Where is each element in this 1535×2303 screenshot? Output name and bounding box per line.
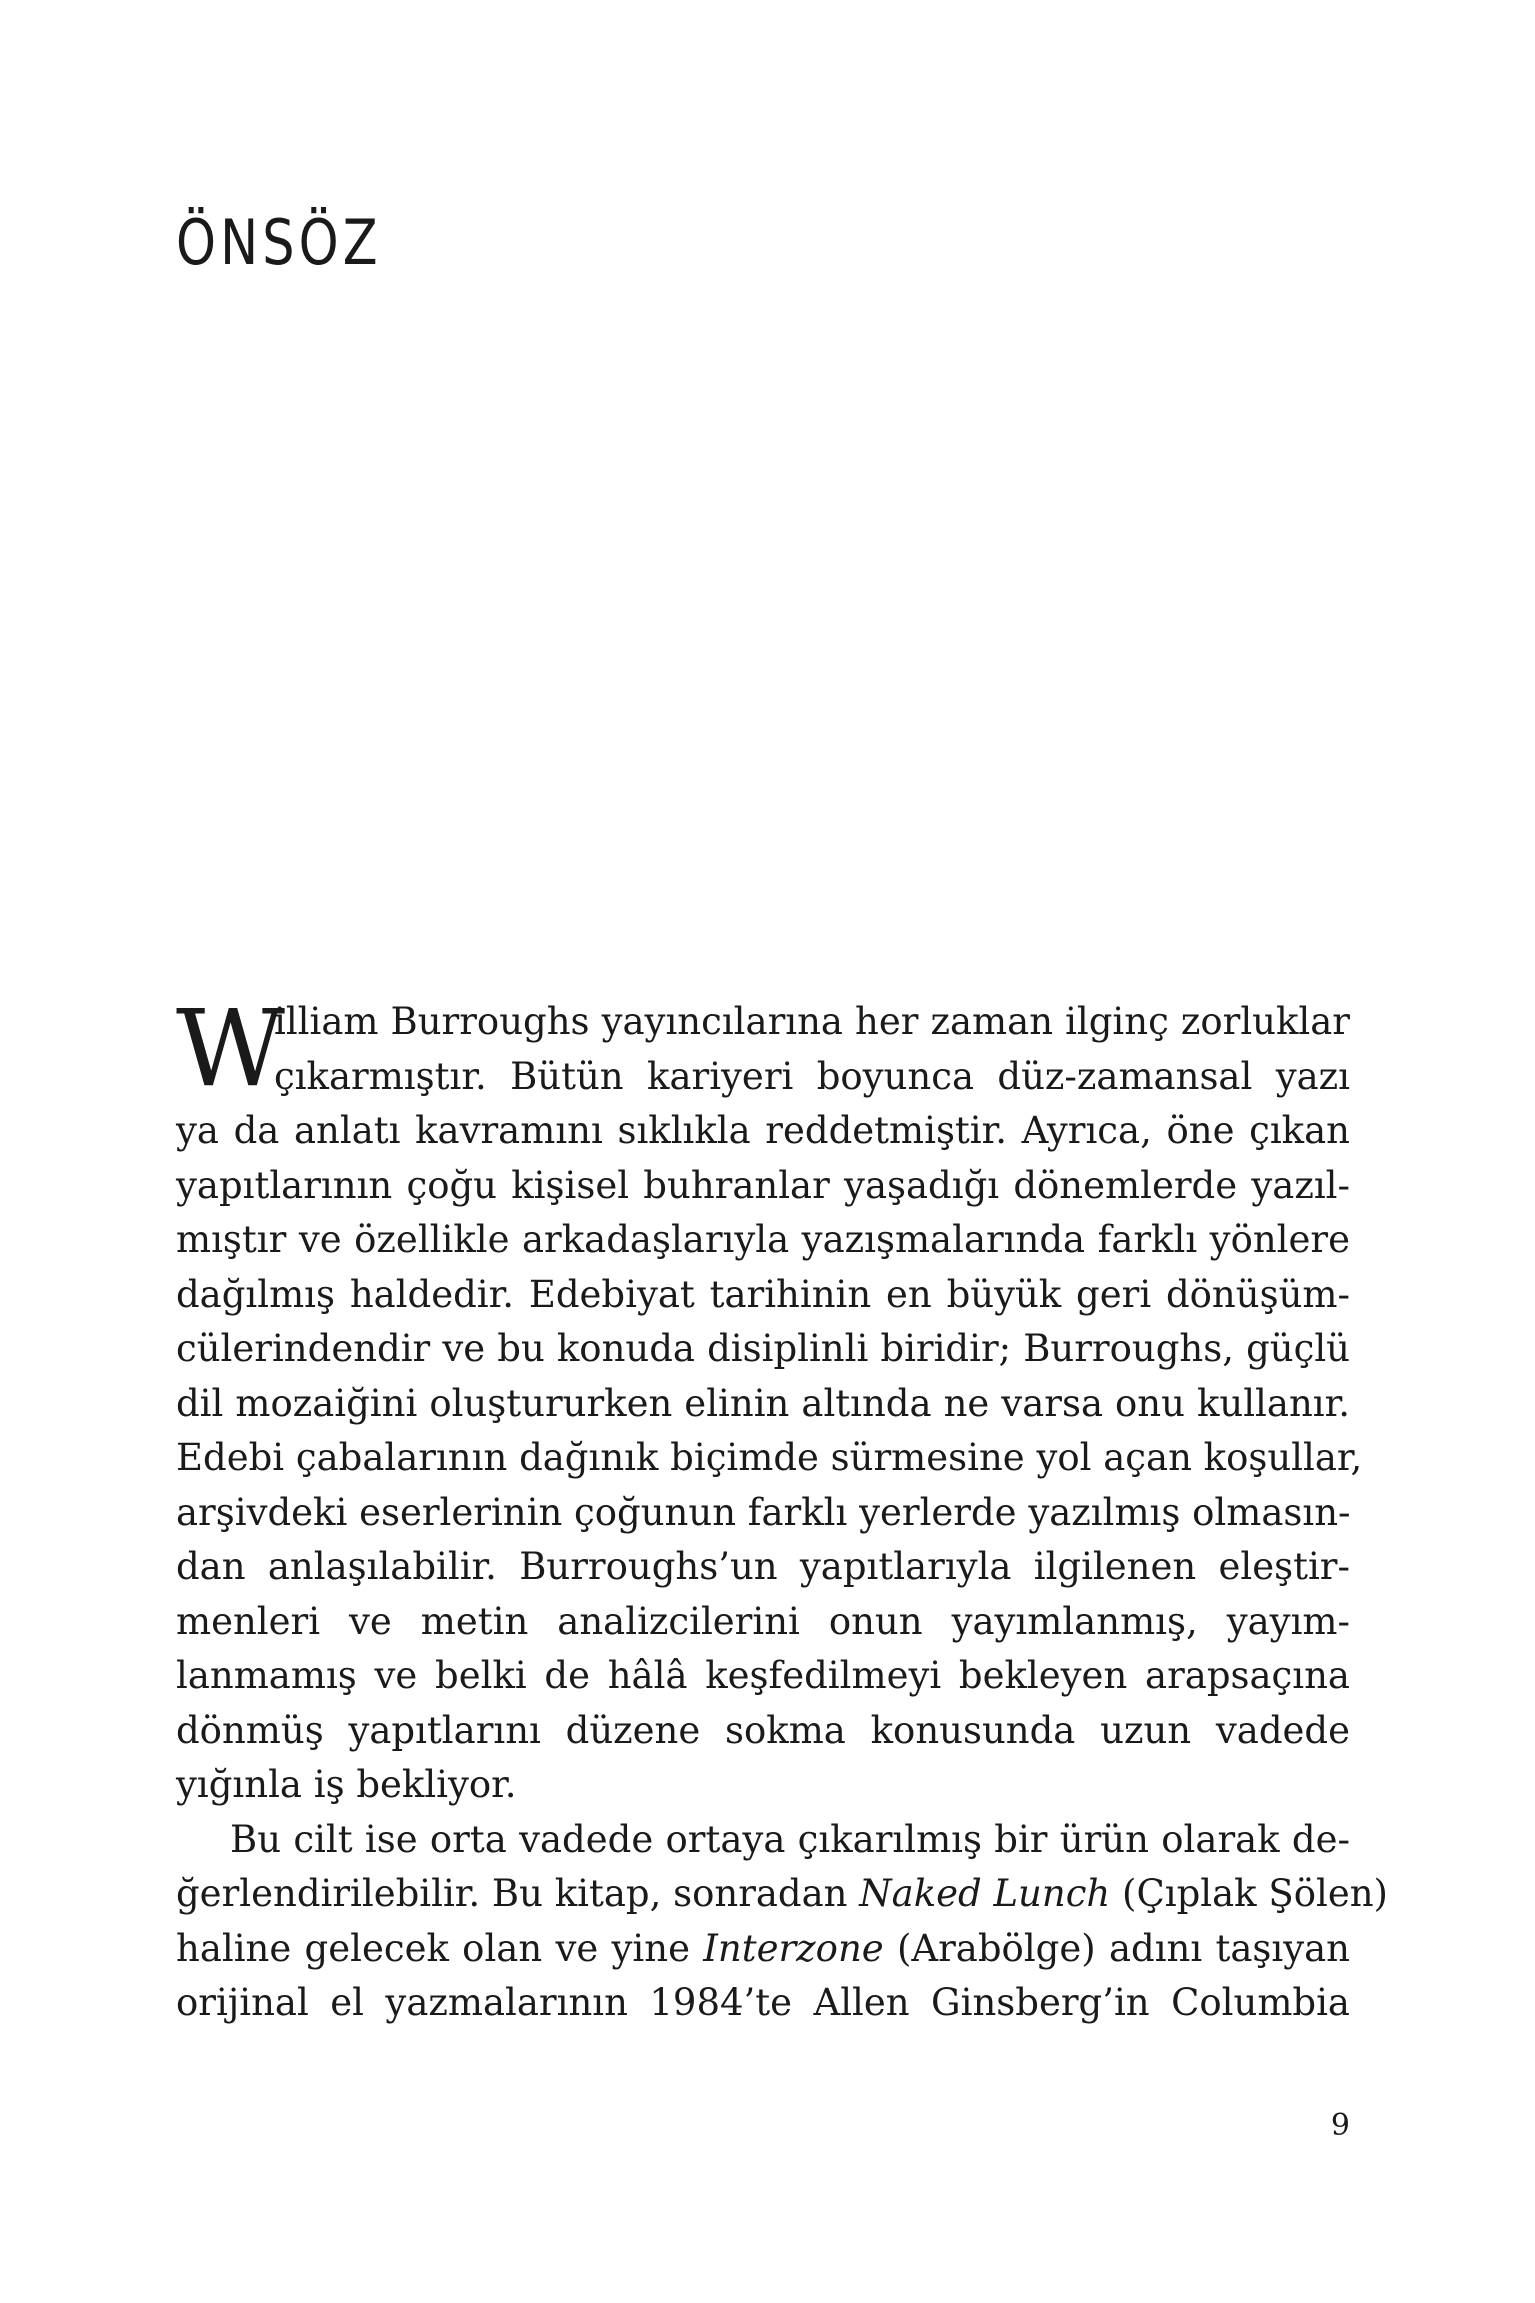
- text-segment: haline gelecek olan ve yine: [176, 1926, 704, 1970]
- text-line: dağılmış haldedir. Edebiyat tarihinin en büyük geri dönüşüm-: [176, 1272, 1350, 1316]
- text-line: Edebi çabalarının dağınık biçimde sürmesine yol açan koşullar,: [176, 1436, 1363, 1479]
- text-line: menleri ve metin analizcilerini onun yayımlanmış, yayım-: [176, 1599, 1350, 1643]
- text-line: dil mozaiğini oluştururken elinin altında ne varsa onu kullanır.: [176, 1381, 1350, 1425]
- text-line: arşivdeki eserlerinin çoğunun farklı yerlerde yazılmış olmasın-: [176, 1490, 1351, 1534]
- text-segment: (Çıplak Şölen): [1110, 1872, 1388, 1915]
- page-number: 9: [1330, 2108, 1350, 2143]
- text-line: lanmamış ve belki de hâlâ keşfedilmeyi bekleyen arapsaçına: [176, 1654, 1350, 1697]
- text-line: illiam Burroughs yayıncılarına her zaman ilginç zorluklar: [274, 1000, 1350, 1043]
- paragraph-1: [176, 987, 1363, 1813]
- text-line: mıştır ve özellikle arkadaşlarıyla yazışmalarında farklı yönlere: [176, 1218, 1350, 1261]
- book-title-italic: Naked Lunch: [859, 1872, 1111, 1915]
- text-segment: (Arabölge) adını taşıyan: [883, 1926, 1351, 1970]
- paragraph-2: [176, 1813, 1388, 2031]
- text-segment: ğerlendirilebilir. Bu kitap, sonradan: [176, 1872, 860, 1915]
- text-line: dönmüş yapıtlarını düzene sokma konusunda uzun vadede: [176, 1708, 1350, 1752]
- text-line: [176, 1867, 1388, 1922]
- body-text: [176, 987, 1388, 2031]
- chapter-title: ÖNSÖZ: [176, 206, 382, 279]
- book-title-italic: Interzone: [703, 1926, 884, 1970]
- text-line: yapıtlarının çoğu kişisel buhranlar yaşadığı dönemlerde yazıl-: [176, 1163, 1350, 1207]
- text-line: çıkarmıştır. Bütün kariyeri boyunca düz-zamansal yazı: [274, 1054, 1350, 1098]
- text-line: Bu cilt ise orta vadede ortaya çıkarılmış bir ürün olarak de-: [230, 1817, 1350, 1861]
- text-line: cülerindendir ve bu konuda disiplinli biridir; Burroughs, güçlü: [176, 1327, 1350, 1370]
- text-line: yığınla iş bekliyor.: [176, 1763, 517, 1806]
- text-line: orijinal el yazmalarının 1984’te Allen Ginsberg’in Columbia: [176, 1981, 1350, 2024]
- drop-cap: W: [176, 987, 285, 1110]
- text-line: dan anlaşılabilir. Burroughs’un yapıtlarıyla ilgilenen eleştir-: [176, 1545, 1350, 1588]
- text-line: [176, 1922, 1350, 1977]
- text-line: ya da anlatı kavramını sıklıkla reddetmiştir. Ayrıca, öne çıkan: [176, 1109, 1350, 1152]
